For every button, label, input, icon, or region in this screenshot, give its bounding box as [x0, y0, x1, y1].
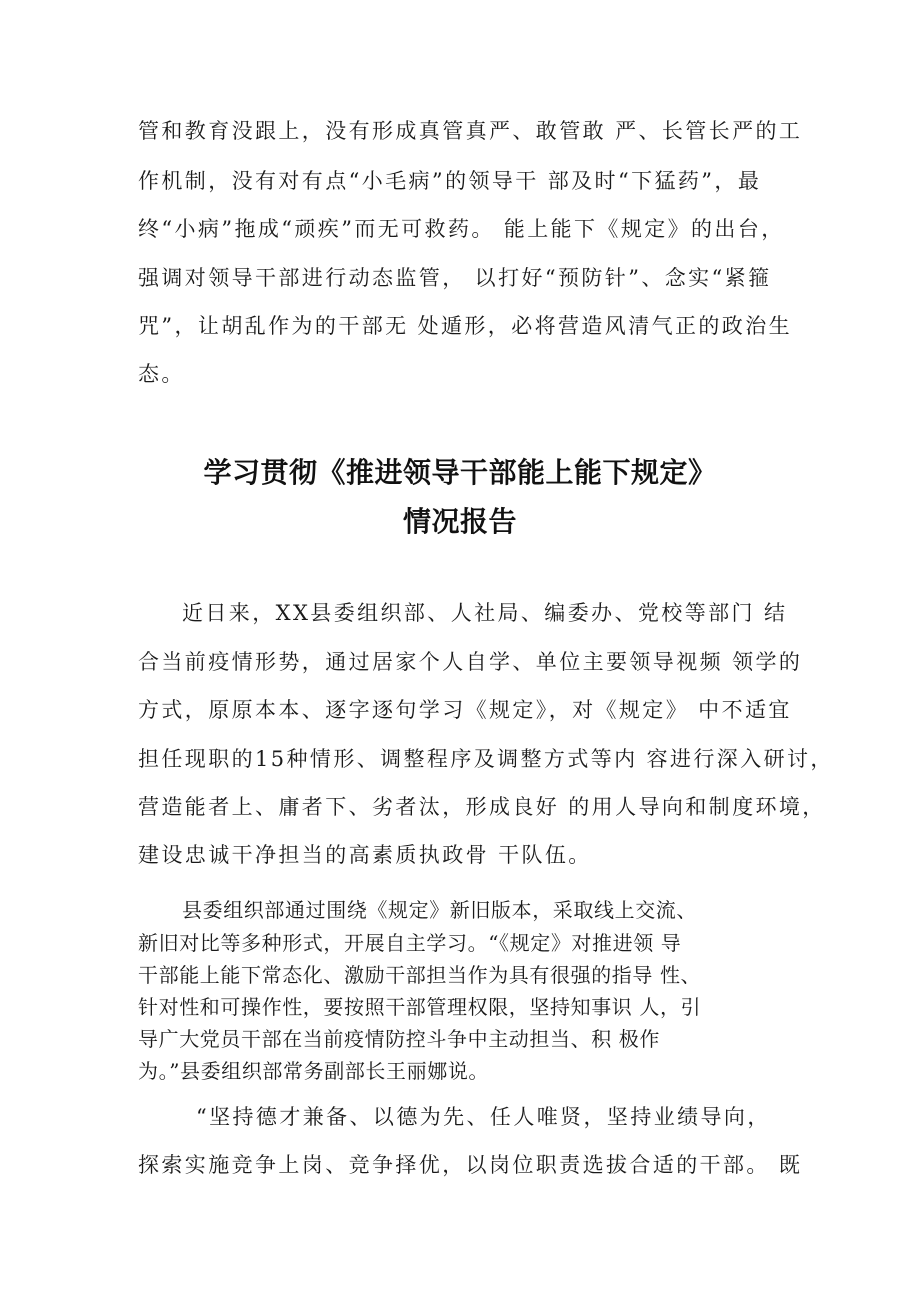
para3-line-2: 探索实施竞争上岗、竞争择优，以岗位职责选拔合适的干部。 既	[138, 1153, 803, 1177]
intro-line-6: 态。	[138, 362, 185, 386]
para2-line-5: 导广大党员干部在当前疫情防控斗争中主动担当、积 极作	[138, 1027, 660, 1051]
para1-line-1: 近日来，XX县委组织部、人社局、编委办、党校等部门 结	[182, 601, 788, 625]
para1-line-2: 合当前疫情形势，通过居家个人自学、单位主要领导视频 领学的	[138, 650, 803, 674]
intro-line-3: 终“小病”拖成“顽疾”而无可救药。 能上能下《规定》的出台，	[138, 217, 785, 241]
intro-line-4: 强调对领导干部进行动态监管， 以打好“预防针”、念实“紧箍	[138, 266, 772, 290]
para2-line-6: 为。”县委组织部常务副部长王丽娜说。	[138, 1059, 490, 1083]
intro-line-5: 咒”，让胡乱作为的干部无 处遁形，必将营造风清气正的政治生	[138, 314, 793, 338]
para3-line-1: “坚持德才兼备、以德为先、任人唯贤，坚持业绩导向，	[196, 1105, 771, 1129]
intro-line-1: 管和教育没跟上，没有形成真管真严、敢管敢 严、长管长严的工	[138, 119, 803, 143]
report-title-line-2: 情况报告	[402, 505, 517, 538]
para2-line-4: 针对性和可操作性，要按照干部管理权限，坚持知事识 人，引	[138, 995, 702, 1019]
para1-line-6: 建设忠诚干净担当的高素质执政骨 干队伍。	[138, 843, 592, 867]
report-title-line-1: 学习贯彻《推进领导干部能上能下规定》	[203, 456, 717, 489]
para1-line-3: 方式，原原本本、逐字逐句学习《规定》，对《规定》 中不适宜	[138, 698, 792, 722]
para2-line-3: 干部能上能下常态化、激励干部担当作为具有很强的指导 性、	[138, 963, 702, 987]
para1-line-4: 担任现职的15种情形、调整程序及调整方式等内 容进行深入研讨，	[138, 747, 834, 771]
para2-line-2: 新旧对比等多种形式，开展自主学习。“《规定》对推进领 导	[138, 931, 682, 955]
para2-line-1: 县委组织部通过围绕《规定》新旧版本，采取线上交流、	[182, 898, 697, 922]
para1-line-5: 营造能者上、庸者下、劣者汰，形成良好 的用人导向和制度环境，	[138, 795, 826, 819]
intro-line-2: 作机制，没有对有点“小毛病”的领导干 部及时“下猛药”，最	[138, 169, 762, 193]
